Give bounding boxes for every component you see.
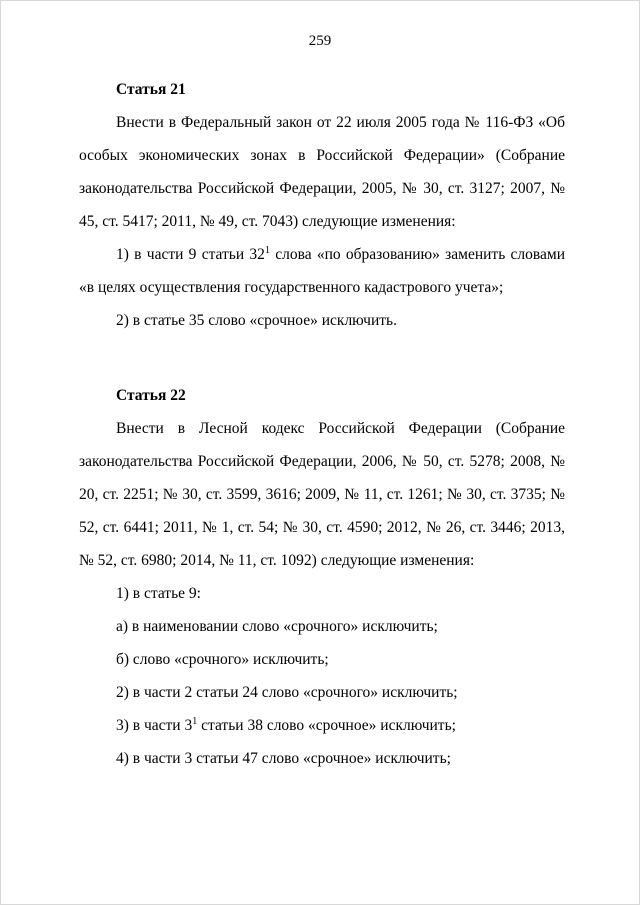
article-21-item-2: 2) в статье 35 слово «срочное» исключить. — [116, 312, 397, 329]
page-content — [79, 73, 565, 775]
page-number: 259 — [308, 33, 332, 49]
article-22-item-2: 2) в части 2 статьи 24 слово «срочного» исключить; — [116, 684, 458, 701]
text-segment: 3) в части 3 — [116, 717, 193, 734]
superscript-note: 1 — [264, 244, 270, 256]
article-22-item-4: 4) в части 3 статьи 47 слово «срочное» исключить; — [116, 750, 451, 767]
article-21-intro: Внести в Федеральный закон от 22 июля 2005 года № 116-ФЗ «Об особых экономических зонах в Российской Федерации» (Собрание законодательства Российской Федерации, 2005, № 30, ст. 3127; 2007, № 45, ст. 5417; 2011, № 49, ст. 7043) следующие изменения: — [79, 114, 565, 230]
article-21-heading: Статья 21 — [116, 81, 186, 98]
text-segment: слова «по образованию» заменить словами «в целях осуществления государственного кадастрового учета»; — [79, 246, 566, 296]
article-21-item-1 — [79, 238, 565, 304]
superscript-note: 1 — [192, 715, 198, 727]
article-22-item-1: 1) в статье 9: — [116, 585, 201, 602]
article-22-item-1a: а) в наименовании слово «срочного» исключить; — [116, 618, 438, 635]
article-22-item-1b: б) слово «срочного» исключить; — [116, 651, 329, 668]
text-segment: 1) в части 9 статьи 32 — [116, 246, 265, 263]
article-22-heading: Статья 22 — [116, 387, 186, 404]
text-segment: статьи 38 слово «срочное» исключить; — [197, 717, 456, 734]
article-22-item-3 — [79, 709, 565, 742]
article-22-intro: Внести в Лесной кодекс Российской Федерации (Собрание законодательства Российской Федерации, 2006, № 50, ст. 5278; 2008, № 20, ст. 2251; № 30, ст. 3599, 3616; 2009, № 11, ст. 1261; № 30, ст. 3735; № 52, ст. 6441; 2011, № 1, ст. 54; № 30, ст. 4590; 2012, № 26, ст. 3446; 2013, № 52, ст. 6980; 2014, № 11, ст. 1092) следующие изменения: — [79, 420, 565, 569]
